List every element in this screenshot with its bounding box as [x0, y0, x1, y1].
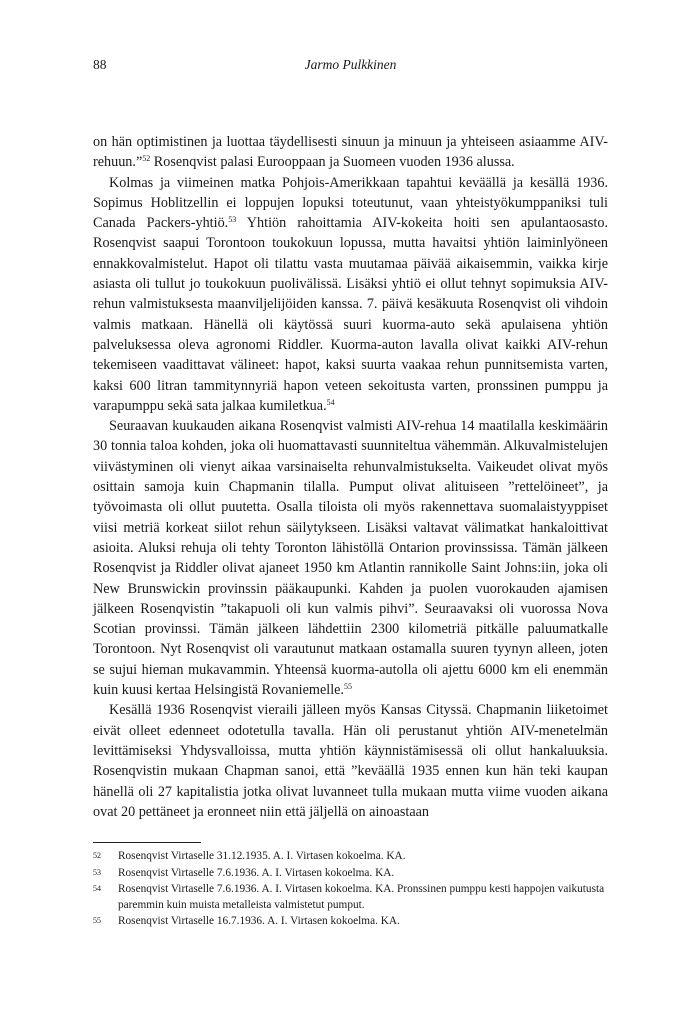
- paragraph-text: Seuraavan kuukauden aikana Rosenqvist valmisti AIV-rehua 14 maatilalla keskimäärin 30 tonnia taloa kohden, joka oli huomattavasti suunniteltua vähemmän. Alkuvalmistelujen viivästyminen oli vienyt aikaa varsinaiselta rehunvalmistukselta. Vaikeudet olivat myös osittain samoja kuin Chapmanin tilalla. Pumput olivat alituiseen ”rettelöineet”, ja työvoimasta oli ollut puutetta. Osalla tiloista oli myös rakennettava suomalaistyyppiset viisi metriä korkeat siilot rehun säilytykseen. Lisäksi valtavat välimatkat hankaloittivat asioita. Aluksi rehuja oli tehty Toronton lähistöllä Ontarion provinssissa. Tämän jälkeen Rosenqvist ja Riddler olivat ajaneet 1950 km Atlantin rannikolle Saint Johns:iin, joka oli New Brunswickin provinssin pääkaupunki. Kahden ja puolen vuorokauden ajamisen jälkeen Rosenqvistin ”takapuoli oli kun valmis pihvi”. Seuraavaksi oli vuorossa Nova Scotian provinssi. Tämän jälkeen lähdettiin 2300 kilometriä pitkälle paluumatkalle Torontoon. Nyt Rosenqvist oli varautunut matkaan ostamalla suuren tyynyn alleen, joten se sujui hieman mukavammin. Yhteensä kuorma-autolla oli ajettu 6000 km eli enemmän kuin kuusi kertaa Helsingistä Rovaniemelle.: [93, 418, 608, 699]
- page-number: 88: [93, 57, 107, 72]
- footnote-divider: [93, 842, 201, 843]
- paragraph-text: Yhtiön rahoittamia AIV-kokeita hoiti sen apulantaosasto. Rosenqvist saapui Torontoon toukokuun lopussa, mutta havaitsi yhtiön laiminlyöneen ennakkovalmistelut. Hapot oli tilattu vasta muutamaa päivää aikaisemmin, vaikka kirje asiasta oli tullut jo toukokuun puolivälissä. Lisäksi yhtiö ei ollut tehnyt sopimuksia AIV-rehun valmistuksesta maanviljelijöiden kanssa. 7. päivä kesäkuuta Rosenqvist oli vihdoin valmis matkaan. Hänellä oli käytössä suuri kuorma-auto sekä apulaisena yhtiön palveluksessa oleva agronomi Riddler. Kuorma-auton lavalla olivat kaikki AIV-rehun tekemiseen vaadittavat välineet: hapot, kaksi suurta vaakaa rehun punnitsemista varten, kaksi 600 litran tammitynnyriä hapon veteen sekoitusta varten, pronssinen pumppu ja varapumppu sekä sata jalkaa kumiletkua.: [93, 215, 608, 414]
- footnote-number: 55: [93, 916, 101, 925]
- footnote-reference: 53: [228, 215, 237, 225]
- body-text: [93, 132, 608, 822]
- running-head: Jarmo Pulkkinen: [304, 57, 397, 72]
- paragraph-text: Rosenqvist palasi Eurooppaan ja Suomeen vuoden 1936 alussa.: [150, 154, 515, 171]
- footnote-text: Rosenqvist Virtaselle 16.7.1936. A. I. Virtasen kokoelma. KA.: [118, 915, 400, 927]
- footnote-text: Rosenqvist Virtaselle 31.12.1935. A. I. Virtasen kokoelma. KA.: [118, 850, 406, 862]
- footnote: [93, 866, 608, 882]
- paragraph: [93, 132, 608, 173]
- page-header: [93, 57, 608, 73]
- footnote-number: 54: [93, 884, 101, 893]
- paragraph: [93, 700, 608, 822]
- footnote-text: Rosenqvist Virtaselle 7.6.1936. A. I. Virtasen kokoelma. KA. Pronssinen pumppu kesti happojen vaikutusta paremmin kuin muista metalleista valmistetut pumput.: [118, 883, 605, 911]
- footnote-number: 53: [93, 867, 101, 877]
- footnote-number: 52: [93, 851, 101, 860]
- paragraph-text: on hän optimistinen ja luottaa täydellisesti sinuun ja minuun ja yhteiseen asiaamme AIV- rehuun.”: [93, 134, 608, 171]
- footnotes: [93, 849, 608, 931]
- paragraph-text: Kolmas ja viimeinen matka Pohjois-Amerikkaan tapahtui keväällä ja kesällä 1936. Sopimus Hoblitzellin ei loppujen lopuksi toteutunut, vaan yhteistyökumppaniksi tuli Canada Packers-yhtiö.: [93, 174, 608, 232]
- paragraph: [93, 173, 608, 417]
- footnote: [93, 914, 608, 930]
- footnote-reference: 52: [142, 154, 151, 164]
- paragraph-text: Kesällä 1936 Rosenqvist vieraili jälleen myös Kansas Cityssä. Chapmanin liiketoimet eivät olleet edenneet odotetulla tavalla. Hän oli perustanut yhtiön AIV-menetelmän levittämiseksi Yhdysvalloissa, mutta yhtiön käynnistämisessä oli ollut hankaluuksia. Rosenqvistin mukaan Chapman sanoi, että ”keväällä 1935 ennen kun hän teki kaupan hänellä oli 27 kapitalistia jotka olivat luvanneet tulla mukaan mutta viime vuoden aikana ovat 20 pettäneet ja eronneet niin että jäljellä on ainoastaan: [93, 702, 608, 820]
- footnote: [93, 882, 608, 913]
- footnote: [93, 849, 608, 865]
- footnote-reference: 55: [343, 682, 352, 692]
- footnote-reference: 54: [326, 397, 335, 407]
- footnote-text: Rosenqvist Virtaselle 7.6.1936. A. I. Virtasen kokoelma. KA.: [118, 866, 395, 879]
- paragraph: [93, 416, 608, 700]
